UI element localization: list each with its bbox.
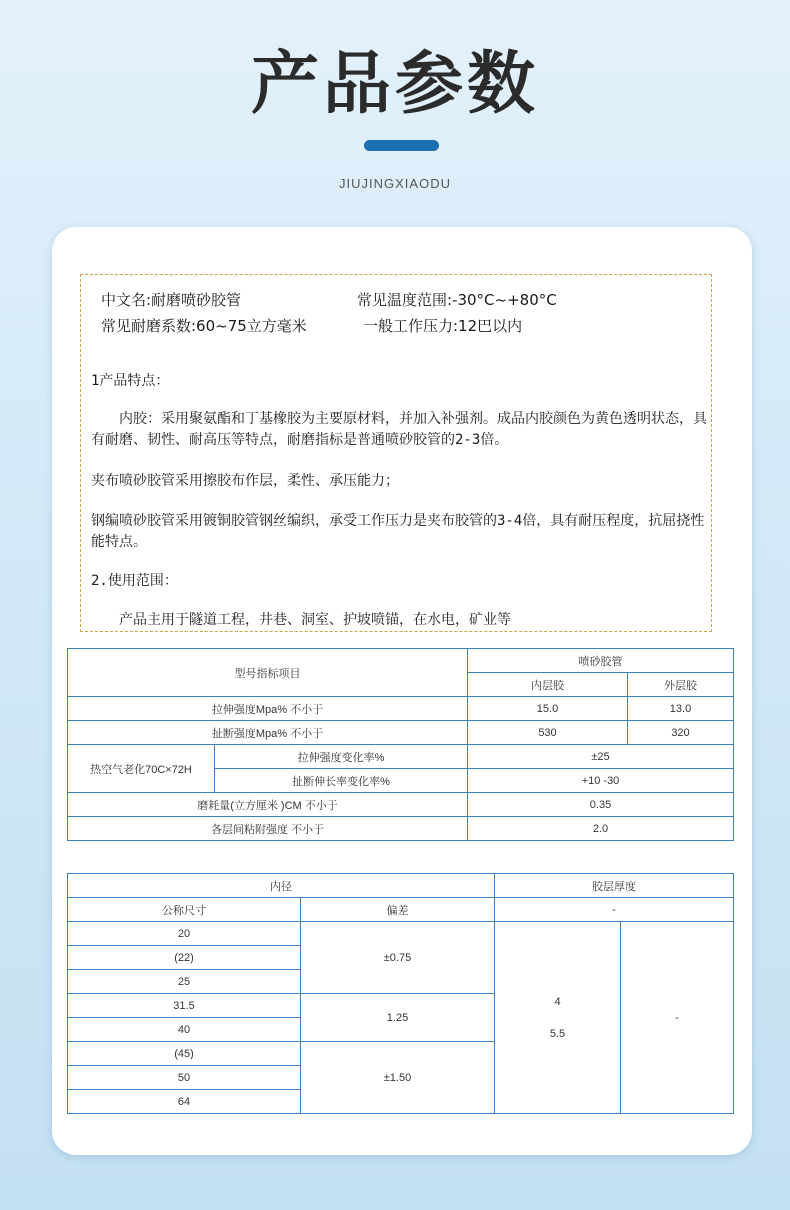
tolerance-group-2: 1.25 [301,994,495,1042]
page-title: 产品参数 [250,45,539,124]
feature-inner-rubber: 内胶：采用聚氨酯和丁基橡胶为主要原材料，并加入补强剂。成品内胶颜色为黄色透明状态，具有耐磨、韧性、耐高压等特点，耐磨指标是普通喷砂胶管的2-3倍。 [91,411,707,448]
row-wear-label: 磨耗量(立方厘米 )CM 不小于 [68,793,468,817]
features-heading: 1产品特点： [91,373,170,389]
thickness-value-1: 4 [554,995,561,1008]
row-tensile-outer: 13.0 [628,697,734,721]
header-nominal-size: 公称尺寸 [68,898,301,922]
feature-cloth-hose: 夹布喷砂胶管采用擦胶布作层，柔性、承压能力； [91,473,399,489]
row-break-label: 扯断强度Mpa% 不小于 [68,721,468,745]
size-cell: 50 [68,1066,301,1090]
usage-text: 产品主用于隧道工程，井巷、洞室、护坡喷锚，在水电，矿业等 [91,612,511,628]
row-elongation-change-value: +10 -30 [468,769,734,793]
size-cell: 25 [68,970,301,994]
header-tolerance: 偏差 [301,898,495,922]
aging-label: 热空气老化70C×72H [68,745,215,793]
feature-steel-hose: 钢编喷砂胶管采用镀铜胶管钢丝编织，承受工作压力是夹布胶管的3-4倍，具有耐压程度，抗屈挠性能特点。 [91,513,705,550]
page-subtitle: JIUJINGXIAODU [339,176,451,191]
thickness-dash: - [621,922,734,1114]
header-layer-thickness: 胶层厚度 [495,874,734,898]
spec-table-properties [67,648,734,841]
row-elongation-change-label: 扯断伸长率变化率% [215,769,468,793]
size-cell: (22) [68,946,301,970]
tolerance-group-1: ±0.75 [301,922,495,994]
row-break-inner: 530 [468,721,628,745]
header-product: 喷砂胶管 [468,649,734,673]
usage-heading: 2.使用范围： [91,573,178,589]
thickness-values [495,922,621,1114]
title-accent-bar [364,140,439,151]
size-cell: 40 [68,1018,301,1042]
row-tensile-label: 拉伸强度Mpa% 不小于 [68,697,468,721]
size-cell: 64 [68,1090,301,1114]
product-info-box [80,274,712,632]
size-cell: 20 [68,922,301,946]
size-cell: (45) [68,1042,301,1066]
row-wear-value: 0.35 [468,793,734,817]
row-tensile-change-label: 拉伸强度变化率% [215,745,468,769]
tolerance-group-3: ±1.50 [301,1042,495,1114]
header-thickness-dash: - [495,898,734,922]
spec-table-dimensions [67,873,734,1114]
header-inner-layer: 内层胶 [468,673,628,697]
header-inner-diameter: 内径 [68,874,495,898]
wear-coefficient: 常见耐磨系数:60~75立方毫米 [101,317,307,335]
header-outer-layer: 外层胶 [628,673,734,697]
chinese-name: 中文名:耐磨喷砂胶管 [101,291,242,309]
row-break-outer: 320 [628,721,734,745]
size-cell: 31.5 [68,994,301,1018]
working-pressure: 一般工作压力:12巴以内 [363,317,523,335]
row-tensile-inner: 15.0 [468,697,628,721]
temp-range: 常见温度范围:-30°C~+80°C [357,291,557,309]
row-adhesion-label: 各层间粘附强度 不小于 [68,817,468,841]
header-item: 型号指标项目 [68,649,468,697]
row-adhesion-value: 2.0 [468,817,734,841]
row-tensile-change-value: ±25 [468,745,734,769]
thickness-value-2: 5.5 [549,1027,566,1040]
